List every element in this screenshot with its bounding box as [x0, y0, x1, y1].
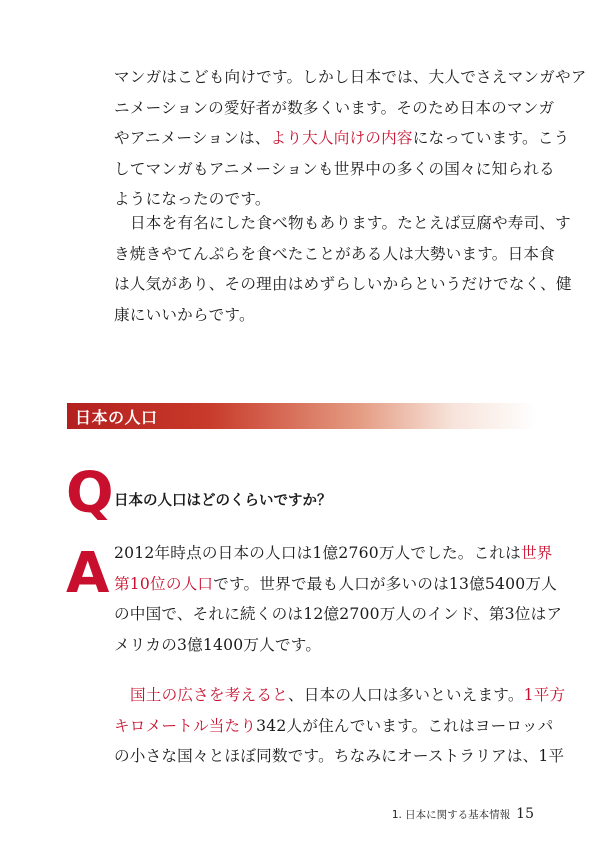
section-header-bar	[67, 403, 537, 429]
text-line: の小さな国々とほぼ同数です。ちなみにオーストラリアは、1平	[114, 747, 565, 765]
text-line	[114, 680, 566, 711]
text-line	[114, 711, 554, 742]
answer-paragraph	[114, 538, 563, 660]
text-line	[114, 123, 570, 154]
answer-marker: A	[66, 541, 110, 606]
question-text: 日本の人口はどのくらいですか？	[114, 493, 332, 509]
highlight-text: 第10位の人口	[114, 574, 214, 593]
highlight-text: キロメートル当たり	[114, 716, 257, 735]
text-line	[114, 538, 554, 569]
paragraph-density	[114, 680, 566, 772]
text-span: 342人が住んでいます。これはヨーロッパ	[256, 716, 554, 735]
page-footer	[392, 806, 534, 822]
text-line: ニメーションの愛好者が数多くいます。そのため日本のマンガ	[114, 98, 555, 117]
text-line	[114, 569, 557, 600]
text-line: マンガはこども向けです。しかし日本では、大人でさえマンガやア	[114, 68, 587, 86]
text-line: は人気があり、その理由はめずらしいからというだけでなく、健	[114, 275, 572, 293]
highlight-text: より大人向けの内容	[270, 129, 413, 147]
paragraph-manga	[114, 62, 587, 215]
highlight-text: 世界	[520, 544, 553, 562]
text-span: になっています。こう	[412, 129, 570, 147]
highlight-text: 1平方	[523, 686, 566, 704]
text-line: してマンガもアニメーションも世界中の多くの国々に知られる	[114, 159, 555, 178]
text-span: 2012年時点の日本の人口は1億2760万人でした。これは	[114, 544, 521, 562]
text-line: き焼きやてんぷらを食べたことがある人は大勢います。日本食	[114, 244, 555, 263]
text-line: メリカの3億1400万人です。	[114, 635, 322, 654]
text-span: 、日本の人口は多いといえます。	[287, 686, 524, 704]
text-line: ようになったのです。	[114, 190, 271, 208]
text-line: の中国で、それに続くのは12億2700万人のインド、第3位はア	[114, 605, 563, 623]
text-line: 日本を有名にした食べ物もあります。たとえば豆腐や寿司、す	[130, 214, 571, 232]
section-title: 日本の人口	[75, 408, 158, 427]
highlight-text: 国土の広さを考えると	[130, 686, 288, 704]
page-number: 15	[516, 806, 534, 822]
text-line: 康にいいからです。	[114, 305, 255, 324]
text-span: です。世界で最も人口が多いのは13億5400万人	[213, 574, 557, 593]
question-marker: Q	[66, 461, 114, 526]
paragraph-food	[114, 208, 572, 330]
text-span: やアニメーションは、	[114, 129, 271, 147]
chapter-label: 1. 日本に関する基本情報	[391, 809, 511, 821]
